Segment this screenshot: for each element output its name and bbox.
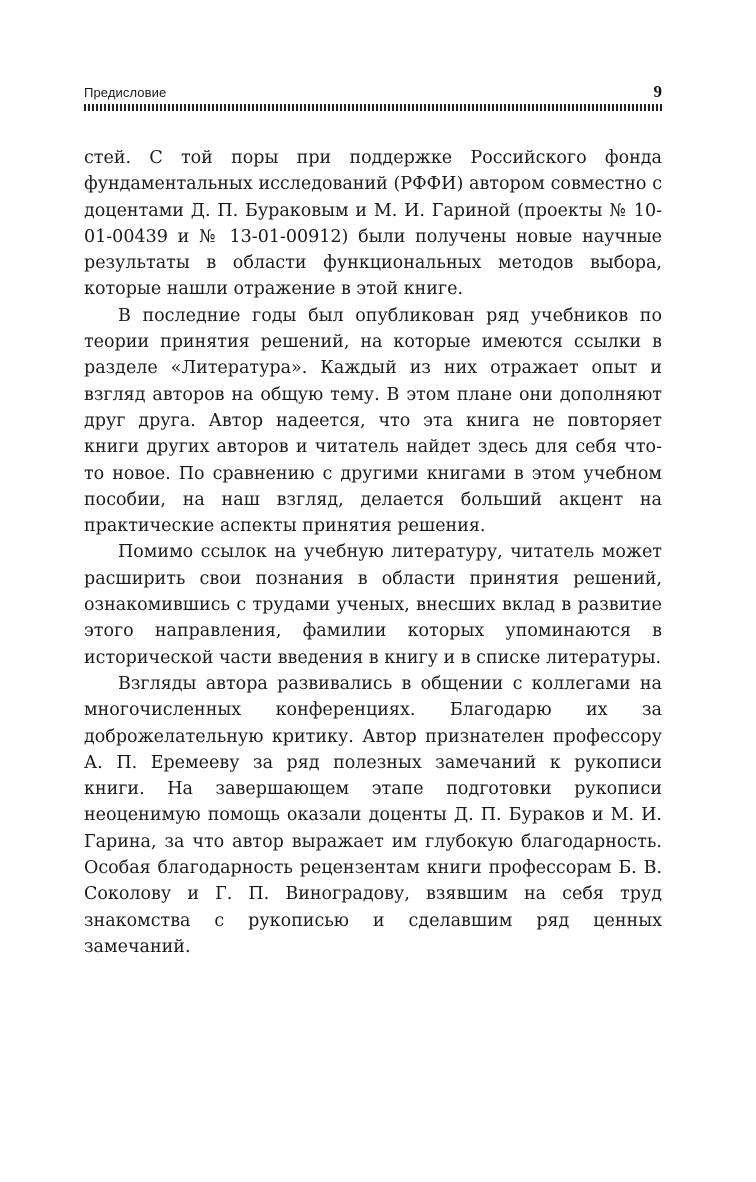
running-head bbox=[84, 80, 662, 104]
paragraph-3: Помимо ссылок на учебную литературу, читатель может расширить свои познания в области принятия решений, ознакомившись с трудами ученых, внесших вклад в развитие этого направления, фамилии которых упоминаются в исторической части введения в книгу и в списке литературы. bbox=[84, 542, 662, 668]
page-number: 9 bbox=[653, 82, 662, 101]
paragraph-1: стей. С той поры при поддержке Российского фонда фундаментальных исследований (РФФИ) автором совместно с доцентами Д. П. Бураковым и М. И. Гариной (проекты № 10-01-00439 и № 13-01-00912) были получены новые научные результаты в области функциональных методов выбора, которые нашли отражение в этой книге. bbox=[84, 148, 662, 300]
paragraph-2: В последние годы был опубликован ряд учебников по теории принятия решений, на которые имеются ссылки в разделе «Литература». Каждый из них отражает опыт и взгляд авторов на общую тему. В этом плане они дополняют друг друга. Автор надеется, что эта книга не повторяет книги других авторов и читатель найдет здесь для себя что-то новое. По сравнению с другими книгами в этом учебном пособии, на наш взгляд, делается больший акцент на практические аспекты принятия решения. bbox=[84, 305, 662, 537]
header-rule bbox=[84, 104, 662, 111]
running-head-section: Предисловие bbox=[84, 85, 167, 100]
paragraph-4: Взгляды автора развивались в общении с коллегами на многочисленных конференциях. Благодарю их за доброжелательную критику. Автор признателен профессору А. П. Еремееву за ряд полезных замечаний к рукописи книги. На завершающем этапе подготовки рукописи неоценимую помощь оказали доценты Д. П. Бураков и М. И. Гарина, за что автор выражает им глубокую благодарность. Особая благодарность рецензентам книги профессорам Б. В. Соколову и Г. П. Виноградову, взявшим на себя труд знакомства с рукописью и сделавшим ряд ценных замечаний. bbox=[84, 673, 662, 957]
text-body bbox=[84, 145, 662, 960]
